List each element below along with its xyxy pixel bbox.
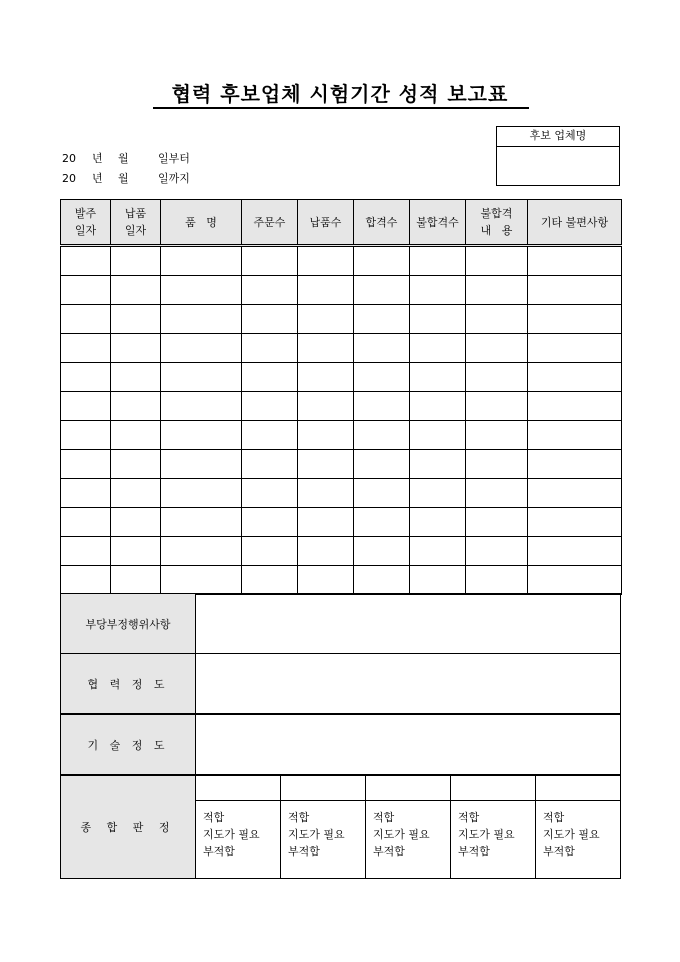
cell-passed-qty[interactable] <box>354 246 410 276</box>
period-from <box>62 150 190 166</box>
table-row <box>61 566 622 595</box>
cell-order-date[interactable] <box>61 537 111 566</box>
cell-delivery-date[interactable] <box>111 479 161 508</box>
option-pass[interactable]: 적합 <box>373 811 395 824</box>
table-row <box>61 421 622 450</box>
cell-delivered-qty[interactable] <box>298 421 354 450</box>
cell-delivered-qty[interactable] <box>298 363 354 392</box>
cell-failure-details[interactable] <box>466 363 528 392</box>
cell-other-complaints[interactable] <box>528 363 622 392</box>
cell-order-date[interactable] <box>61 508 111 537</box>
cooperation-section <box>60 653 621 714</box>
unfair-section <box>60 593 621 654</box>
cell-failed-qty[interactable] <box>410 566 466 595</box>
table-row <box>61 450 622 479</box>
judge-name-3[interactable] <box>366 776 451 801</box>
cell-failed-qty[interactable] <box>410 450 466 479</box>
cell-delivery-date[interactable] <box>111 334 161 363</box>
cell-passed-qty[interactable] <box>354 508 410 537</box>
judge-options-5[interactable] <box>536 801 621 879</box>
cell-item-name[interactable] <box>161 479 242 508</box>
cooperation-label: 협 력 정 도 <box>61 654 196 714</box>
cell-other-complaints[interactable] <box>528 566 622 595</box>
cell-order-date[interactable] <box>61 479 111 508</box>
cell-other-complaints[interactable] <box>528 450 622 479</box>
title-underline <box>153 107 529 109</box>
cell-passed-qty[interactable] <box>354 305 410 334</box>
option-guidance[interactable]: 지도가 필요 <box>373 828 430 841</box>
judge-name-2[interactable] <box>281 776 366 801</box>
cell-order-qty[interactable] <box>242 334 298 363</box>
vendor-box <box>496 126 620 186</box>
cell-delivery-date[interactable] <box>111 246 161 276</box>
cell-order-qty[interactable] <box>242 276 298 305</box>
table-row <box>61 276 622 305</box>
option-pass[interactable]: 적합 <box>203 811 225 824</box>
cell-other-complaints[interactable] <box>528 537 622 566</box>
cell-order-date[interactable] <box>61 276 111 305</box>
cell-delivery-date[interactable] <box>111 566 161 595</box>
cell-failed-qty[interactable] <box>410 305 466 334</box>
option-fail[interactable]: 부적합 <box>203 845 235 858</box>
judge-name-1[interactable] <box>196 776 281 801</box>
page-title: 협력 후보업체 시험기간 성적 보고표 <box>171 82 509 106</box>
to-month-unit: 월 <box>118 172 129 185</box>
cell-order-date[interactable] <box>61 450 111 479</box>
option-fail[interactable]: 부적합 <box>373 845 405 858</box>
cell-order-qty[interactable] <box>242 508 298 537</box>
table-header-row <box>61 200 622 246</box>
table-row <box>61 305 622 334</box>
cell-failed-qty[interactable] <box>410 421 466 450</box>
cell-failure-details[interactable] <box>466 276 528 305</box>
judge-name-4[interactable] <box>451 776 536 801</box>
cell-failed-qty[interactable] <box>410 479 466 508</box>
technology-section <box>60 714 621 775</box>
to-day-unit: 일까지 <box>158 172 190 185</box>
cell-failure-details[interactable] <box>466 537 528 566</box>
option-guidance[interactable]: 지도가 필요 <box>543 828 600 841</box>
cell-failed-qty[interactable] <box>410 392 466 421</box>
cell-failed-qty[interactable] <box>410 537 466 566</box>
cell-failure-details[interactable] <box>466 566 528 595</box>
judge-options-1[interactable] <box>196 801 281 879</box>
cell-delivery-date[interactable] <box>111 537 161 566</box>
judge-options-2[interactable] <box>281 801 366 879</box>
table-row <box>61 334 622 363</box>
cell-delivery-date[interactable] <box>111 363 161 392</box>
header-failure-details: 불합격 내 용 <box>466 200 528 246</box>
cell-failure-details[interactable] <box>466 421 528 450</box>
cell-order-qty[interactable] <box>242 479 298 508</box>
cell-failed-qty[interactable] <box>410 276 466 305</box>
cell-delivered-qty[interactable] <box>298 246 354 276</box>
cell-passed-qty[interactable] <box>354 450 410 479</box>
cell-delivery-date[interactable] <box>111 392 161 421</box>
cell-item-name[interactable] <box>161 305 242 334</box>
header-other-complaints: 기타 불편사항 <box>528 200 622 246</box>
table-row <box>61 479 622 508</box>
cell-other-complaints[interactable] <box>528 246 622 276</box>
cell-delivered-qty[interactable] <box>298 566 354 595</box>
cell-delivered-qty[interactable] <box>298 479 354 508</box>
cell-passed-qty[interactable] <box>354 363 410 392</box>
cell-item-name[interactable] <box>161 537 242 566</box>
cell-item-name[interactable] <box>161 566 242 595</box>
cell-failure-details[interactable] <box>466 450 528 479</box>
option-guidance[interactable]: 지도가 필요 <box>203 828 260 841</box>
cell-delivery-date[interactable] <box>111 276 161 305</box>
cell-order-date[interactable] <box>61 566 111 595</box>
cell-other-complaints[interactable] <box>528 276 622 305</box>
from-year-unit: 년 <box>92 152 103 165</box>
header-order-date: 발주 일자 <box>61 200 111 246</box>
cell-other-complaints[interactable] <box>528 421 622 450</box>
cell-failed-qty[interactable] <box>410 363 466 392</box>
cell-order-qty[interactable] <box>242 421 298 450</box>
cell-order-date[interactable] <box>61 421 111 450</box>
technology-field[interactable] <box>196 715 621 775</box>
cooperation-field[interactable] <box>196 654 621 714</box>
header-delivered-qty: 납품수 <box>298 200 354 246</box>
cell-failed-qty[interactable] <box>410 334 466 363</box>
cell-order-date[interactable] <box>61 305 111 334</box>
vendor-label: 후보 업체명 <box>497 127 619 147</box>
option-guidance[interactable]: 지도가 필요 <box>458 828 515 841</box>
header-order-qty: 주문수 <box>242 200 298 246</box>
cell-order-qty[interactable] <box>242 392 298 421</box>
cell-passed-qty[interactable] <box>354 392 410 421</box>
cell-order-qty[interactable] <box>242 246 298 276</box>
table-row <box>61 508 622 537</box>
option-pass[interactable]: 적합 <box>288 811 310 824</box>
table-row <box>61 246 622 276</box>
cell-delivered-qty[interactable] <box>298 450 354 479</box>
cell-failure-details[interactable] <box>466 392 528 421</box>
cell-failure-details[interactable] <box>466 508 528 537</box>
cell-item-name[interactable] <box>161 363 242 392</box>
cell-failure-details[interactable] <box>466 305 528 334</box>
from-year: 20 <box>62 152 76 165</box>
cell-order-qty[interactable] <box>242 450 298 479</box>
option-fail[interactable]: 부적합 <box>458 845 490 858</box>
cell-item-name[interactable] <box>161 392 242 421</box>
results-table <box>60 199 622 595</box>
cell-item-name[interactable] <box>161 421 242 450</box>
cell-passed-qty[interactable] <box>354 537 410 566</box>
cell-other-complaints[interactable] <box>528 334 622 363</box>
option-pass[interactable]: 적합 <box>543 811 565 824</box>
cell-passed-qty[interactable] <box>354 479 410 508</box>
cell-other-complaints[interactable] <box>528 305 622 334</box>
cell-order-date[interactable] <box>61 392 111 421</box>
to-year: 20 <box>62 172 76 185</box>
cell-delivered-qty[interactable] <box>298 334 354 363</box>
from-month-unit: 월 <box>118 152 129 165</box>
cell-failure-details[interactable] <box>466 246 528 276</box>
cell-passed-qty[interactable] <box>354 566 410 595</box>
option-pass[interactable]: 적합 <box>458 811 480 824</box>
header-delivery-date: 납품 일자 <box>111 200 161 246</box>
technology-label: 기 술 정 도 <box>61 715 196 775</box>
table-row <box>61 537 622 566</box>
overall-label: 종 합 판 정 <box>61 776 196 879</box>
cell-delivered-qty[interactable] <box>298 508 354 537</box>
cell-other-complaints[interactable] <box>528 479 622 508</box>
cell-delivery-date[interactable] <box>111 508 161 537</box>
cell-delivery-date[interactable] <box>111 305 161 334</box>
judge-options-3[interactable] <box>366 801 451 879</box>
to-year-unit: 년 <box>92 172 103 185</box>
option-guidance[interactable]: 지도가 필요 <box>288 828 345 841</box>
cell-order-date[interactable] <box>61 363 111 392</box>
cell-order-date[interactable] <box>61 334 111 363</box>
option-fail[interactable]: 부적합 <box>288 845 320 858</box>
header-failed-qty: 불합격수 <box>410 200 466 246</box>
vendor-name-field[interactable] <box>497 147 619 187</box>
period-to <box>62 170 190 186</box>
cell-other-complaints[interactable] <box>528 508 622 537</box>
cell-item-name[interactable] <box>161 508 242 537</box>
cell-item-name[interactable] <box>161 450 242 479</box>
cell-order-qty[interactable] <box>242 566 298 595</box>
unfair-field[interactable] <box>196 594 621 654</box>
cell-delivered-qty[interactable] <box>298 392 354 421</box>
cell-order-date[interactable] <box>61 246 111 276</box>
cell-delivery-date[interactable] <box>111 450 161 479</box>
cell-item-name[interactable] <box>161 246 242 276</box>
cell-failure-details[interactable] <box>466 479 528 508</box>
cell-passed-qty[interactable] <box>354 421 410 450</box>
cell-delivered-qty[interactable] <box>298 305 354 334</box>
overall-judgement <box>60 775 621 879</box>
option-fail[interactable]: 부적합 <box>543 845 575 858</box>
table-row <box>61 363 622 392</box>
cell-delivered-qty[interactable] <box>298 276 354 305</box>
cell-item-name[interactable] <box>161 276 242 305</box>
cell-order-qty[interactable] <box>242 363 298 392</box>
cell-passed-qty[interactable] <box>354 334 410 363</box>
header-passed-qty: 합격수 <box>354 200 410 246</box>
cell-failure-details[interactable] <box>466 334 528 363</box>
cell-failed-qty[interactable] <box>410 508 466 537</box>
judge-name-5[interactable] <box>536 776 621 801</box>
cell-order-qty[interactable] <box>242 305 298 334</box>
cell-delivery-date[interactable] <box>111 421 161 450</box>
cell-order-qty[interactable] <box>242 537 298 566</box>
header-item-name: 품 명 <box>161 200 242 246</box>
judge-options-4[interactable] <box>451 801 536 879</box>
from-day-unit: 일부터 <box>158 152 190 165</box>
cell-other-complaints[interactable] <box>528 392 622 421</box>
cell-passed-qty[interactable] <box>354 276 410 305</box>
cell-item-name[interactable] <box>161 334 242 363</box>
cell-failed-qty[interactable] <box>410 246 466 276</box>
unfair-label: 부당부정행위사항 <box>61 594 196 654</box>
table-row <box>61 392 622 421</box>
cell-delivered-qty[interactable] <box>298 537 354 566</box>
